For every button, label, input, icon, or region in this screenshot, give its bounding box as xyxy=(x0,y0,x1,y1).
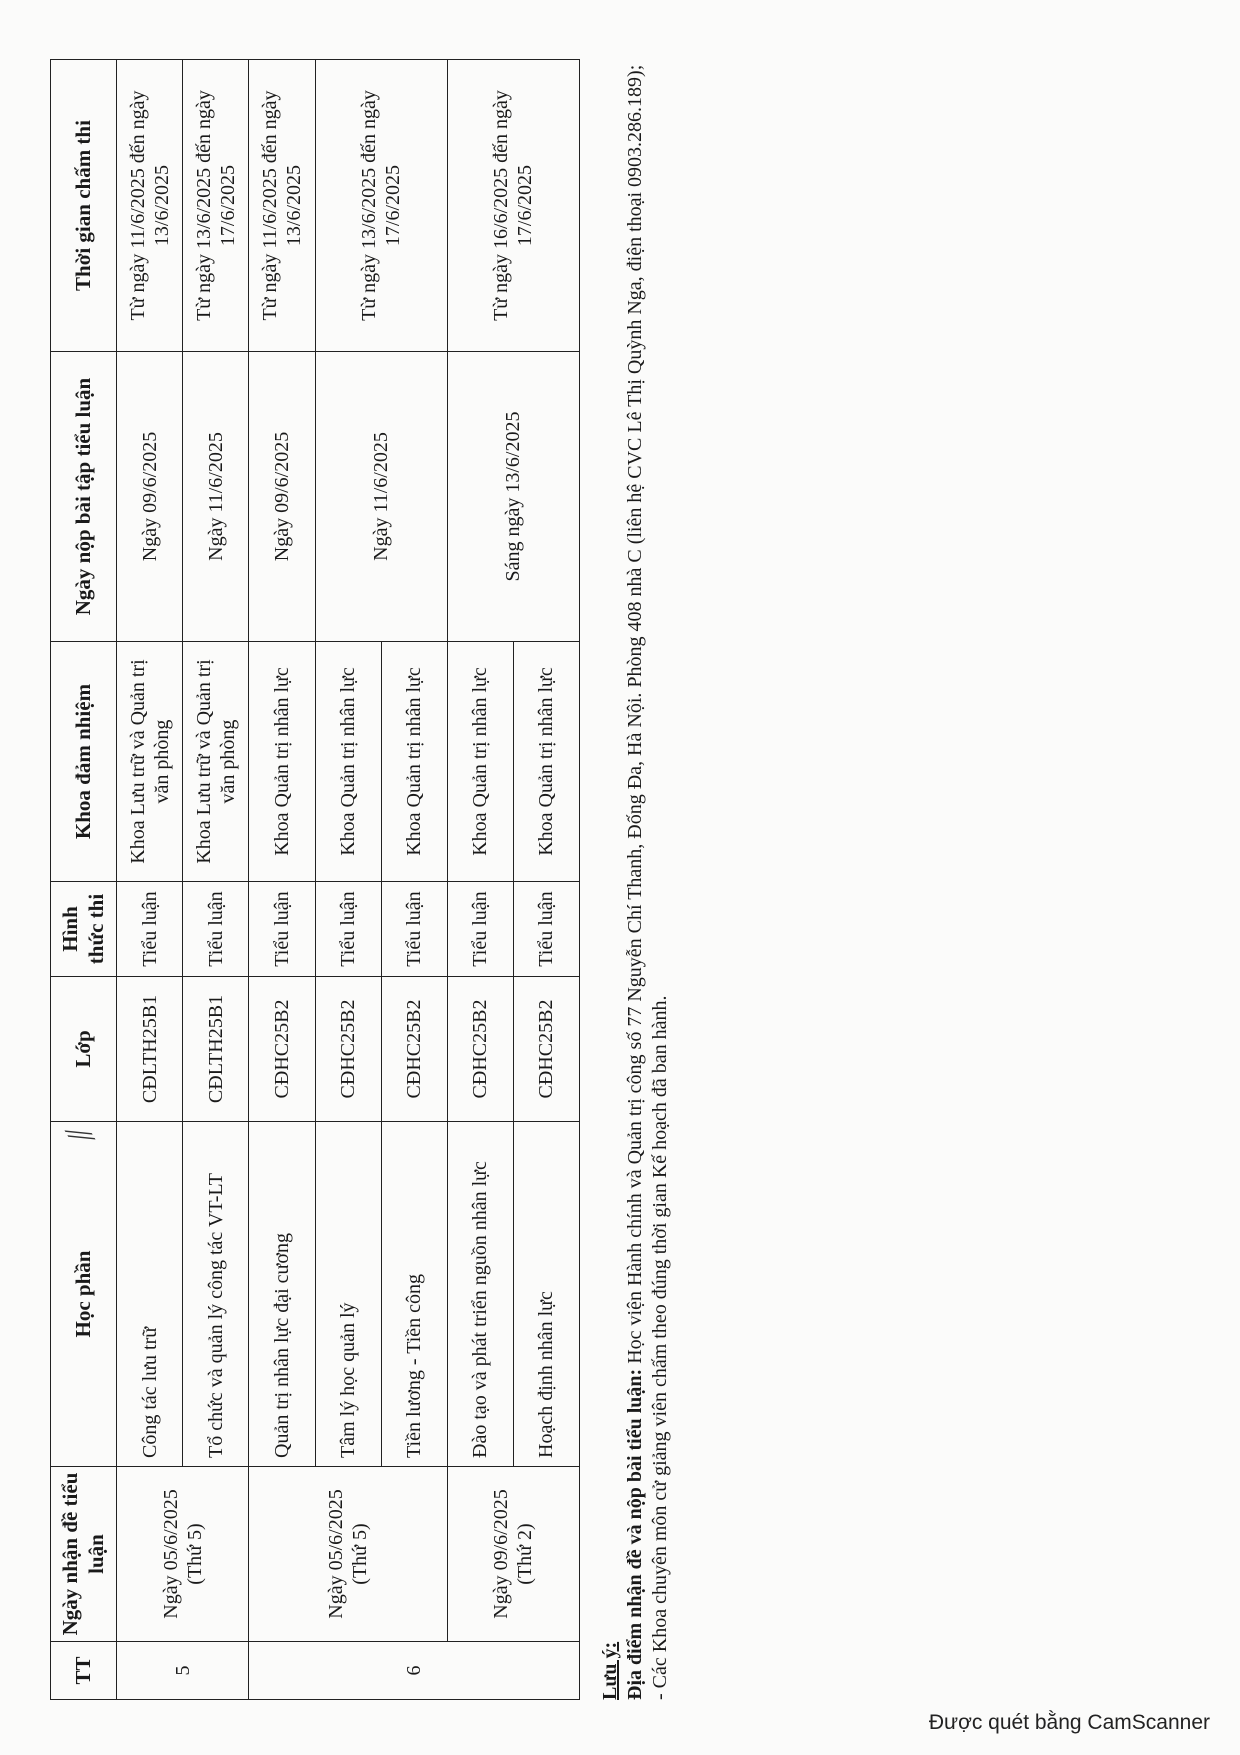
cell-ngay-nop: Sáng ngày 13/6/2025 xyxy=(447,352,579,642)
header-cham-thi: Thời gian chấm thi xyxy=(51,60,117,352)
header-hinh-thuc: Hình thức thi xyxy=(51,882,117,977)
cell-hoc-phan: Công tác lưu trữ xyxy=(117,1122,183,1467)
cell-khoa: Khoa Quản trị nhân lực xyxy=(513,642,579,882)
cell-hoc-phan: Quản trị nhân lực đại cương xyxy=(249,1122,315,1467)
cell-ngay-nop: Ngày 09/6/2025 xyxy=(249,352,315,642)
cell-hoc-phan: Tổ chức và quản lý công tác VT-LT xyxy=(183,1122,249,1467)
cell-hinh-thuc: Tiểu luận xyxy=(315,882,381,977)
cell-hinh-thuc: Tiểu luận xyxy=(183,882,249,977)
header-tt: TT xyxy=(51,1642,117,1700)
camscanner-footer: Được quét bằng CamScanner xyxy=(928,1711,1210,1734)
cell-ngay-nhan: Ngày 05/6/2025 (Thứ 5) xyxy=(249,1467,447,1642)
notes-title: Lưu ý: xyxy=(599,1641,621,1700)
cell-lop: CĐLTH25B1 xyxy=(117,977,183,1122)
cell-khoa: Khoa Quản trị nhân lực xyxy=(249,642,315,882)
cell-ngay-nop: Ngày 09/6/2025 xyxy=(117,352,183,642)
cell-cham-thi: Từ ngày 16/6/2025 đến ngày 17/6/2025 xyxy=(447,60,579,352)
exam-schedule-table xyxy=(50,59,580,1700)
table-row xyxy=(249,60,315,1700)
cell-hoc-phan: Tiền lương - Tiền công xyxy=(381,1122,447,1467)
cell-hinh-thuc: Tiểu luận xyxy=(447,882,513,977)
cell-hinh-thuc: Tiểu luận xyxy=(381,882,447,977)
cell-tt: 5 xyxy=(117,1642,249,1700)
header-hoc-phan: Học phần xyxy=(51,1122,117,1467)
header-lop: Lớp xyxy=(51,977,117,1122)
cell-khoa: Khoa Lưu trữ và Quản trị văn phòng xyxy=(183,642,249,882)
cell-cham-thi: Từ ngày 13/6/2025 đến ngày 17/6/2025 xyxy=(315,60,447,352)
header-row xyxy=(51,60,117,1700)
cell-cham-thi: Từ ngày 11/6/2025 đến ngày 13/6/2025 xyxy=(249,60,315,352)
cell-ngay-nhan: Ngày 09/6/2025 (Thứ 2) xyxy=(447,1467,579,1642)
header-ngay-nhan: Ngày nhận đề tiểu luận xyxy=(51,1467,117,1642)
cell-khoa: Khoa Quản trị nhân lực xyxy=(315,642,381,882)
cell-khoa: Khoa Lưu trữ và Quản trị văn phòng xyxy=(117,642,183,882)
cell-hinh-thuc: Tiểu luận xyxy=(513,882,579,977)
cell-lop: CĐHC25B2 xyxy=(513,977,579,1122)
cell-hoc-phan: Tâm lý học quản lý xyxy=(315,1122,381,1467)
rotated-document xyxy=(50,60,770,1700)
signature-mark: ⁄⁄ xyxy=(61,1120,100,1149)
cell-hoc-phan: Đào tạo và phát triển nguồn nhân lực xyxy=(447,1122,513,1467)
table-row xyxy=(183,60,249,1700)
cell-hoc-phan: Hoạch định nhân lực xyxy=(513,1122,579,1467)
notes-location-label: Địa điểm nhận đề và nộp bài tiểu luận: xyxy=(624,1368,646,1700)
cell-ngay-nhan: Ngày 05/6/2025 (Thứ 5) xyxy=(117,1467,249,1642)
cell-hinh-thuc: Tiểu luận xyxy=(249,882,315,977)
table-row xyxy=(447,60,513,1700)
cell-lop: CĐHC25B2 xyxy=(315,977,381,1122)
header-khoa: Khoa đảm nhiệm xyxy=(51,642,117,882)
cell-ngay-nop: Ngày 11/6/2025 xyxy=(183,352,249,642)
notes-location-text: Học viện Hành chính và Quản trị công số 77 Nguyễn Chí Thanh, Đống Đa, Hà Nội. Phòng 408 nhà C (liên hệ CVC Lê Thị Quỳnh Nga, điện thoại 0903.286.189); xyxy=(624,64,646,1369)
cell-khoa: Khoa Quản trị nhân lực xyxy=(381,642,447,882)
notes-section xyxy=(598,60,673,1700)
cell-tt: 6 xyxy=(249,1642,580,1700)
cell-ngay-nop: Ngày 11/6/2025 xyxy=(315,352,447,642)
cell-khoa: Khoa Quản trị nhân lực xyxy=(447,642,513,882)
notes-location xyxy=(623,60,648,1700)
cell-cham-thi: Từ ngày 11/6/2025 đến ngày 13/6/2025 xyxy=(117,60,183,352)
cell-lop: CĐLTH25B1 xyxy=(183,977,249,1122)
cell-lop: CĐHC25B2 xyxy=(381,977,447,1122)
table-row xyxy=(117,60,183,1700)
notes-line2: - Các Khoa chuyên môn cử giảng viên chấm theo đúng thời gian Kế hoạch đã ban hành. xyxy=(649,995,671,1700)
header-ngay-nop: Ngày nộp bài tập tiểu luận xyxy=(51,352,117,642)
cell-hinh-thuc: Tiểu luận xyxy=(117,882,183,977)
table-row xyxy=(315,60,381,1700)
cell-cham-thi: Từ ngày 13/6/2025 đến ngày 17/6/2025 xyxy=(183,60,249,352)
cell-lop: CĐHC25B2 xyxy=(249,977,315,1122)
cell-lop: CĐHC25B2 xyxy=(447,977,513,1122)
